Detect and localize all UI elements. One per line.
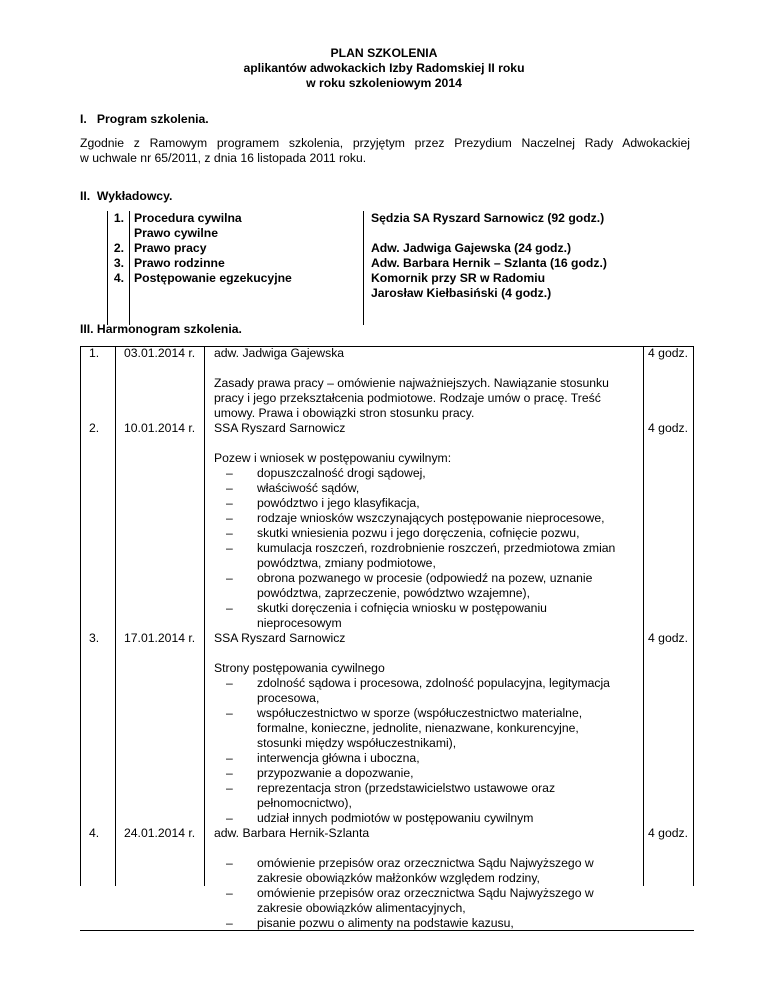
topic-lawsuit-item-5: skutki wniesienia pozwu i jego doręczenia, cofnięcie pozwu,: [257, 526, 580, 540]
topic-lawsuit-item-1: dopuszczalność drogi sądowej,: [257, 466, 426, 480]
document-title: PLAN SZKOLENIA: [330, 46, 438, 60]
schedule-bottom-border: [80, 930, 694, 931]
list-dash: –: [226, 496, 233, 510]
list-dash: –: [226, 766, 233, 780]
topic-family-item-2a: omówienie przepisów oraz orzecznictwa Sądu Najwyższego w: [257, 886, 594, 900]
topic-lawsuit-item-8b: nieprocesowym: [257, 616, 342, 630]
list-dash: –: [226, 856, 233, 870]
section2-heading: II. Wykładowcy.: [80, 189, 173, 203]
list-dash: –: [226, 541, 233, 555]
schedule-border-date: [204, 346, 205, 886]
list-dash: –: [226, 916, 233, 930]
lecturer-row-3-lecturer: Adw. Jadwiga Gajewska (24 godz.): [371, 241, 572, 255]
schedule-entry-4-date: 24.01.2014 r.: [124, 826, 196, 840]
topic-family-item-3: pisanie pozwu o alimenty na podstawie kazusu,: [257, 916, 514, 930]
topic-parties-intro: Strony postępowania cywilnego: [214, 661, 385, 675]
topic-parties-item-5b: pełnomocnictwo),: [257, 796, 352, 810]
lecturer-row-4-subject: Prawo rodzinne: [134, 256, 225, 270]
topic-lawsuit-item-3: powództwo i jego klasyfikacja,: [257, 496, 420, 510]
lecturer-row-4-lecturer: Adw. Barbara Hernik – Szlanta (16 godz.): [371, 256, 607, 270]
schedule-entry-1-date: 03.01.2014 r.: [124, 346, 196, 360]
lecturer-row-3-subject: Prawo pracy: [134, 241, 207, 255]
topic-lawsuit-item-6a: kumulacja roszczeń, rozdrobnienie roszczeń, przedmiotowa zmian: [257, 541, 616, 555]
list-dash: –: [226, 676, 233, 690]
topic-family-item-1a: omówienie przepisów oraz orzecznictwa Sądu Najwyższego w: [257, 856, 594, 870]
schedule-entry-1-lecturer: adw. Jadwiga Gajewska: [214, 346, 345, 360]
list-dash: –: [226, 706, 233, 720]
topic-parties-item-3: interwencja główna i uboczna,: [257, 751, 420, 765]
topic-family-item-2b: zakresie obowiązków alimentacyjnych,: [257, 901, 466, 915]
list-dash: –: [226, 601, 233, 615]
topic-lawsuit-item-6b: powództwa, zmiany podmiotowe,: [257, 556, 436, 570]
list-dash: –: [226, 466, 233, 480]
schedule-border-left: [80, 346, 81, 886]
topic-lawsuit-intro: Pozew i wniosek w postępowaniu cywilnym:: [214, 451, 452, 465]
topic-lawsuit-item-4: rodzaje wniosków wszczynających postępowanie nieprocesowe,: [257, 511, 605, 525]
schedule-entry-2-num: 2.: [89, 421, 100, 435]
list-dash: –: [226, 751, 233, 765]
lecturer-row-3-num: 2.: [113, 241, 124, 255]
list-dash: –: [226, 886, 233, 900]
topic-labor-line-1: Zasady prawa pracy – omówienie najważniejszych. Nawiązanie stosunku: [214, 376, 609, 390]
schedule-entry-1-hours: 4 godz.: [648, 346, 688, 360]
schedule-entry-4-lecturer: adw. Barbara Hernik-Szlanta: [214, 826, 370, 840]
schedule-top-border: [80, 346, 694, 347]
lecturer-row-1-num: 1.: [113, 211, 124, 225]
topic-family-item-1b: zakresie obowiązków małżonków względem rodziny,: [257, 871, 540, 885]
section1-para-line2: w uchwale nr 65/2011, z dnia 16 listopada 2011 roku.: [80, 151, 367, 165]
topic-lawsuit-item-7a: obrona pozwanego w procesie (odpowiedź na pozew, uznanie: [257, 571, 593, 585]
schedule-entry-3-date: 17.01.2014 r.: [124, 631, 196, 645]
lecturer-row-4-num: 3.: [113, 256, 124, 270]
schedule-entry-2-date: 10.01.2014 r.: [124, 421, 196, 435]
list-dash: –: [226, 571, 233, 585]
topic-parties-item-2a: współuczestnictwo w sporze (współuczestnictwo materialne,: [257, 706, 583, 720]
document-year-line: w roku szkoleniowym 2014: [306, 76, 462, 90]
document-subtitle: aplikantów adwokackich Izby Radomskiej II roku: [243, 61, 525, 75]
lecturer-row-2-subject: Prawo cywilne: [134, 226, 218, 240]
topic-parties-item-4: przypozwanie a dopozwanie,: [257, 766, 414, 780]
lecturer-row-5-lecturer: Komornik przy SR w Radomiu: [371, 271, 546, 285]
section3-heading: III. Harmonogram szkolenia.: [80, 322, 242, 336]
topic-parties-item-1a: zdolność sądowa i procesowa, zdolność populacyjna, legitymacja: [257, 676, 610, 690]
topic-parties-item-2b: formalne, konieczne, jednolite, nienazwane, konkurencyjne,: [257, 721, 579, 735]
list-dash: –: [226, 781, 233, 795]
topic-lawsuit-item-8a: skutki doręczenia i cofnięcia wniosku w postępowaniu: [257, 601, 547, 615]
topic-labor-line-2: pracy i jego przekształcenia podmiotowe. Rodzaje umów o pracę. Treść: [214, 391, 601, 405]
section1-heading: I. Program szkolenia.: [80, 112, 209, 126]
lecturer-row-5-subject: Postępowanie egzekucyjne: [134, 271, 292, 285]
schedule-entry-3-num: 3.: [89, 631, 100, 645]
list-dash: –: [226, 511, 233, 525]
schedule-border-num: [115, 346, 116, 886]
topic-parties-item-1b: procesowa,: [257, 691, 320, 705]
topic-parties-item-6: udział innych podmiotów w postępowaniu cywilnym: [257, 811, 534, 825]
schedule-entry-4-hours: 4 godz.: [648, 826, 688, 840]
schedule-border-topic: [643, 346, 644, 886]
list-dash: –: [226, 481, 233, 495]
topic-parties-item-2c: stosunki między współuczestnikami),: [257, 736, 457, 750]
topic-parties-item-5a: reprezentacja stron (przedstawicielstwo ustawowe oraz: [257, 781, 556, 795]
schedule-entry-3-hours: 4 godz.: [648, 631, 688, 645]
topic-lawsuit-item-7b: powództwa, zaprzeczenie, powództwo wzajemne),: [257, 586, 530, 600]
lecturer-row-6-lecturer: Jarosław Kiełbasiński (4 godz.): [371, 286, 552, 300]
topic-labor-line-3: umowy. Prawa i obowiązki stron stosunku pracy.: [214, 406, 475, 420]
lecturer-row-1-lecturer: Sędzia SA Ryszard Sarnowicz (92 godz.): [371, 211, 605, 225]
schedule-entry-2-hours: 4 godz.: [648, 421, 688, 435]
schedule-entry-2-lecturer: SSA Ryszard Sarnowicz: [214, 421, 346, 435]
schedule-entry-1-num: 1.: [89, 346, 100, 360]
schedule-entry-3-lecturer: SSA Ryszard Sarnowicz: [214, 631, 346, 645]
list-dash: –: [226, 526, 233, 540]
lecturer-row-1-subject: Procedura cywilna: [134, 211, 242, 225]
list-dash: –: [226, 811, 233, 825]
schedule-entry-4-num: 4.: [89, 826, 100, 840]
topic-lawsuit-item-2: właściwość sądów,: [257, 481, 360, 495]
schedule-border-right: [693, 346, 694, 886]
lecturer-row-5-num: 4.: [113, 271, 124, 285]
section1-para-line1: Zgodnie z Ramowym programem szkolenia, przyjętym przez Prezydium Naczelnej Rady Adwokackiej: [80, 136, 690, 150]
